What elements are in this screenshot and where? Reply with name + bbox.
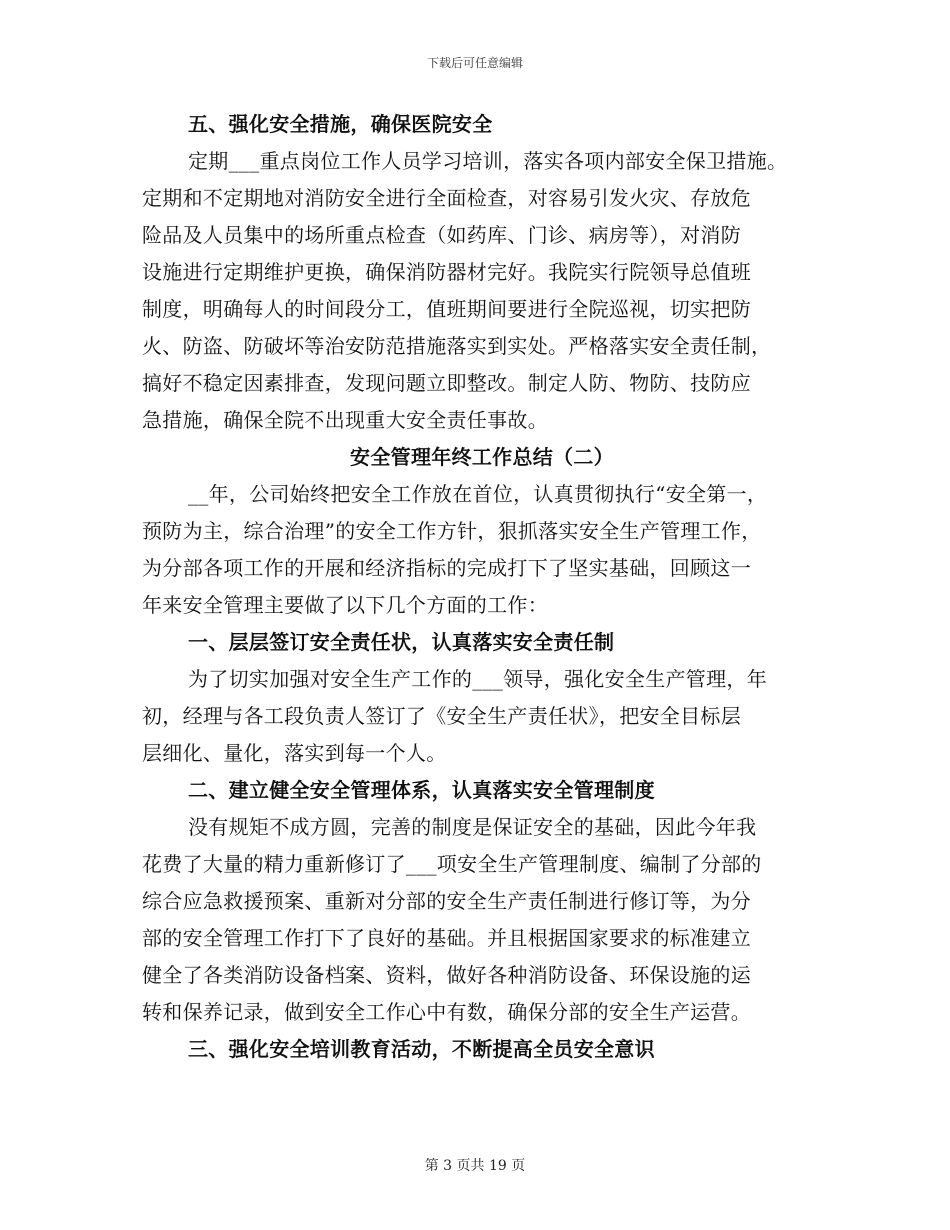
text-line: 定期和不定期地对消防安全进行全面检查，对容易引发火灾、存放危 xyxy=(142,186,751,210)
text-line: 花费了大量的精力重新修订了___项安全生产管理制度、编制了分部的 xyxy=(142,852,762,876)
text-line: 设施进行定期维护更换，确保消防器材完好。我院实行院领导总值班 xyxy=(142,260,751,284)
section-heading: 一、层层签订安全责任状，认真落实安全责任制 xyxy=(188,630,615,654)
text-line: 火、防盗、防破坏等治安防范措施落实到实处。严格落实安全责任制， xyxy=(142,334,772,358)
text-line: 健全了各类消防设备档案、资料，做好各种消防设备、环保设施的运 xyxy=(142,963,751,987)
text-line: 预防为主，综合治理”的安全工作方针，狠抓落实安全生产管理工作， xyxy=(142,519,762,543)
page-number: 第 3 页共 19 页 xyxy=(424,1158,526,1174)
document-body xyxy=(142,106,822,1068)
text-line: 年来安全管理主要做了以下几个方面的工作： xyxy=(142,593,548,617)
text-line: 急措施，确保全院不出现重大安全责任事故。 xyxy=(142,408,548,432)
text-line: 制度，明确每人的时间段分工，值班期间要进行全院巡视，切实把防 xyxy=(142,297,751,321)
text-line: 定期___重点岗位工作人员学习培训，落实各项内部安全保卫措施。 xyxy=(188,149,788,173)
text-line: 转和保养记录，做到安全工作心中有数，确保分部的安全生产运营。 xyxy=(142,1000,751,1024)
text-line: 为了切实加强对安全生产工作的___领导，强化安全生产管理，年 xyxy=(188,667,767,691)
section-heading: 五、强化安全措施，确保医院安全 xyxy=(188,112,493,136)
section-heading: 二、建立健全安全管理体系，认真落实安全管理制度 xyxy=(188,778,655,802)
header-note: 下载后可任意编辑 xyxy=(426,56,523,70)
text-line: 没有规矩不成方圆，完善的制度是保证安全的基础，因此今年我 xyxy=(188,815,757,839)
text-line: 搞好不稳定因素排查，发现问题立即整改。制定人防、物防、技防应 xyxy=(142,371,751,395)
text-line: 初，经理与各工段负责人签订了《安全生产责任状》，把安全目标层 xyxy=(142,704,741,728)
section-heading: 三、强化安全培训教育活动，不断提高全员安全意识 xyxy=(188,1037,655,1061)
text-line: 险品及人员集中的场所重点检查（如药库、门诊、病房等），对消防 xyxy=(142,223,741,247)
section-heading: 安全管理年终工作总结（二） xyxy=(350,445,614,469)
text-line: __年，公司始终把安全工作放在首位，认真贯彻执行“安全第一， xyxy=(188,482,768,506)
text-line: 层细化、量化，落实到每一个人。 xyxy=(142,741,447,765)
text-line: 综合应急救援预案、重新对分部的安全生产责任制进行修订等，为分 xyxy=(142,889,751,913)
text-line: 为分部各项工作的开展和经济指标的完成打下了坚实基础，回顾这一 xyxy=(142,556,751,580)
text-line: 部的安全管理工作打下了良好的基础。并且根据国家要求的标准建立 xyxy=(142,926,751,950)
